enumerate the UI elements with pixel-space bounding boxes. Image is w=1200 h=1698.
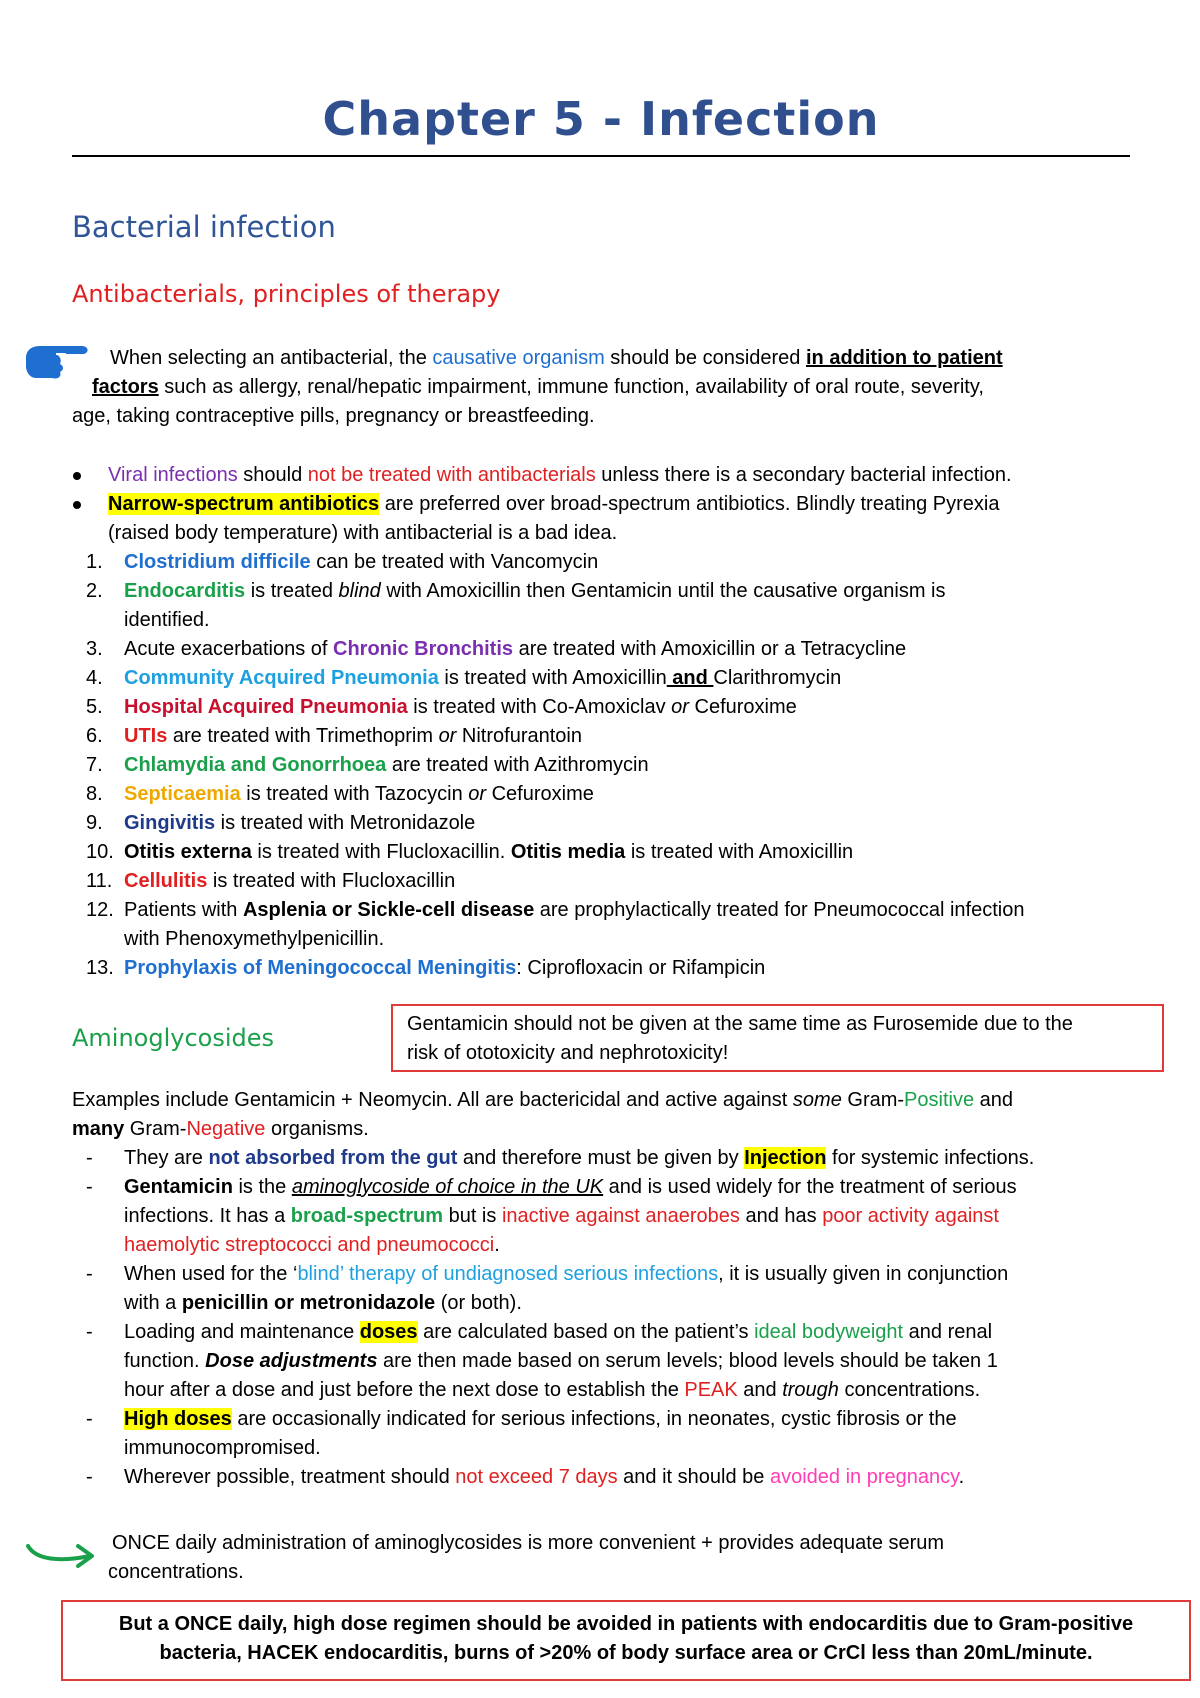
amino-examples-line-2: many Gram-Negative organisms. bbox=[72, 1118, 369, 1140]
list-item: Prophylaxis of Meningococcal Meningitis: Ciprofloxacin or Rifampicin bbox=[124, 957, 766, 979]
list-item: Acute exacerbations of Chronic Bronchitis are treated with Amoxicillin or a Tetracycline bbox=[124, 638, 907, 660]
list-number: 13. bbox=[86, 957, 114, 979]
intro-line-2: factors such as allergy, renal/hepatic impairment, immune function, availability of oral route, severity, bbox=[92, 376, 984, 398]
endocarditis-warning-box bbox=[61, 1600, 1191, 1681]
list-number: 5. bbox=[86, 696, 103, 718]
list-number: 1. bbox=[86, 551, 103, 573]
list-item: Otitis externa is treated with Flucloxacillin. Otitis media is treated with Amoxicillin bbox=[124, 841, 854, 863]
list-item: Chlamydia and Gonorrhoea are treated with Azithromycin bbox=[124, 754, 649, 776]
amino-point-high-doses-cont: immunocompromised. bbox=[124, 1437, 321, 1459]
bottom-box-line-2: bacteria, HACEK endocarditis, burns of >20% of body surface area or CrCl less than 20mL/minute. bbox=[159, 1642, 1093, 1664]
page-title: Chapter 5 - Infection bbox=[322, 92, 880, 146]
dash-marker: - bbox=[86, 1408, 93, 1430]
heading-principles-of-therapy: Antibacterials, principles of therapy bbox=[72, 280, 501, 308]
amino-point-gentamicin: Gentamicin is the aminoglycoside of choice in the UK and is used widely for the treatment of serious bbox=[124, 1176, 1017, 1198]
heading-aminoglycosides: Aminoglycosides bbox=[72, 1024, 275, 1052]
heading-bacterial-infection: Bacterial infection bbox=[72, 210, 336, 244]
list-number: 3. bbox=[86, 638, 103, 660]
title-divider bbox=[72, 155, 1130, 157]
warning-line-1: Gentamicin should not be given at the same time as Furosemide due to the bbox=[407, 1013, 1073, 1035]
list-number: 8. bbox=[86, 783, 103, 805]
list-number: 7. bbox=[86, 754, 103, 776]
dash-marker: - bbox=[86, 1176, 93, 1198]
list-item: Clostridium difficile can be treated with Vancomycin bbox=[124, 551, 599, 573]
amino-examples-line-1: Examples include Gentamicin + Neomycin. All are bactericidal and active against some Gram-Positive and bbox=[72, 1089, 1014, 1111]
bottom-box-line-1: But a ONCE daily, high dose regimen should be avoided in patients with endocarditis due to Gram-positive bbox=[118, 1613, 1134, 1635]
bullet-marker bbox=[73, 501, 81, 509]
list-number: 10. bbox=[86, 841, 114, 863]
list-number: 9. bbox=[86, 812, 103, 834]
furosemide-warning-box bbox=[391, 1004, 1164, 1072]
amino-point-high-doses: High doses are occasionally indicated for serious infections, in neonates, cystic fibrosis or the bbox=[124, 1408, 957, 1430]
intro-line-1: When selecting an antibacterial, the causative organism should be considered in addition to patient bbox=[110, 347, 1003, 369]
amino-point-gentamicin-cont: infections. It has a broad-spectrum but is inactive against anaerobes and has poor activity against bbox=[124, 1205, 999, 1227]
list-item-cont: identified. bbox=[124, 609, 210, 631]
warning-line-2: risk of ototoxicity and nephrotoxicity! bbox=[407, 1042, 729, 1064]
list-item: Endocarditis is treated blind with Amoxicillin then Gentamicin until the causative organism is bbox=[124, 580, 946, 602]
intro-line-3: age, taking contraceptive pills, pregnancy or breastfeeding. bbox=[72, 405, 595, 427]
amino-point-gentamicin-cont: haemolytic streptococci and pneumococci. bbox=[124, 1234, 500, 1256]
once-daily-line-2: concentrations. bbox=[108, 1561, 244, 1583]
dash-marker: - bbox=[86, 1263, 93, 1285]
amino-point-dosing: Loading and maintenance doses are calculated based on the patient’s ideal bodyweight and renal bbox=[124, 1321, 993, 1343]
bullet-marker bbox=[73, 472, 81, 480]
list-number: 12. bbox=[86, 899, 114, 921]
list-item: Septicaemia is treated with Tazocycin or Cefuroxime bbox=[124, 783, 594, 805]
once-daily-line-1: ONCE daily administration of aminoglycosides is more convenient + provides adequate serum bbox=[112, 1532, 945, 1554]
list-number: 4. bbox=[86, 667, 103, 689]
list-item: UTIs are treated with Trimethoprim or Nitrofurantoin bbox=[124, 725, 582, 747]
list-item: Gingivitis is treated with Metronidazole bbox=[124, 812, 476, 834]
dash-marker: - bbox=[86, 1321, 93, 1343]
green-arrow-icon bbox=[24, 1536, 100, 1570]
bullet-narrow-spectrum-cont: (raised body temperature) with antibacterial is a bad idea. bbox=[108, 522, 618, 544]
list-number: 11. bbox=[86, 870, 113, 892]
list-number: 6. bbox=[86, 725, 103, 747]
amino-point-dosing-cont: function. Dose adjustments are then made based on serum levels; blood levels should be taken 1 bbox=[124, 1350, 998, 1372]
amino-point-dosing-cont: hour after a dose and just before the next dose to establish the PEAK and trough concentrations. bbox=[124, 1379, 981, 1401]
list-item: Patients with Asplenia or Sickle-cell disease are prophylactically treated for Pneumococcal infection bbox=[124, 899, 1025, 921]
dash-marker: - bbox=[86, 1147, 93, 1169]
amino-point-blind-therapy: When used for the ‘blind’ therapy of undiagnosed serious infections, it is usually given in conjunction bbox=[124, 1263, 1009, 1285]
amino-point-duration: Wherever possible, treatment should not exceed 7 days and it should be avoided in pregnancy. bbox=[124, 1466, 965, 1488]
list-item-cont: with Phenoxymethylpenicillin. bbox=[124, 928, 385, 950]
pointing-hand-icon bbox=[22, 338, 92, 382]
amino-point-absorption: They are not absorbed from the gut and therefore must be given by Injection for systemic infections. bbox=[124, 1147, 1035, 1169]
list-item: Hospital Acquired Pneumonia is treated with Co-Amoxiclav or Cefuroxime bbox=[124, 696, 797, 718]
bullet-viral: Viral infections should not be treated with antibacterials unless there is a secondary bacterial infection. bbox=[108, 464, 1012, 486]
dash-marker: - bbox=[86, 1466, 93, 1488]
list-item: Cellulitis is treated with Flucloxacillin bbox=[124, 870, 456, 892]
list-item: Community Acquired Pneumonia is treated with Amoxicillin and Clarithromycin bbox=[124, 667, 842, 689]
amino-point-blind-therapy-cont: with a penicillin or metronidazole (or both). bbox=[124, 1292, 522, 1314]
bullet-narrow-spectrum: Narrow-spectrum antibiotics are preferred over broad-spectrum antibiotics. Blindly treating Pyrexia bbox=[108, 493, 1000, 515]
list-number: 2. bbox=[86, 580, 103, 602]
